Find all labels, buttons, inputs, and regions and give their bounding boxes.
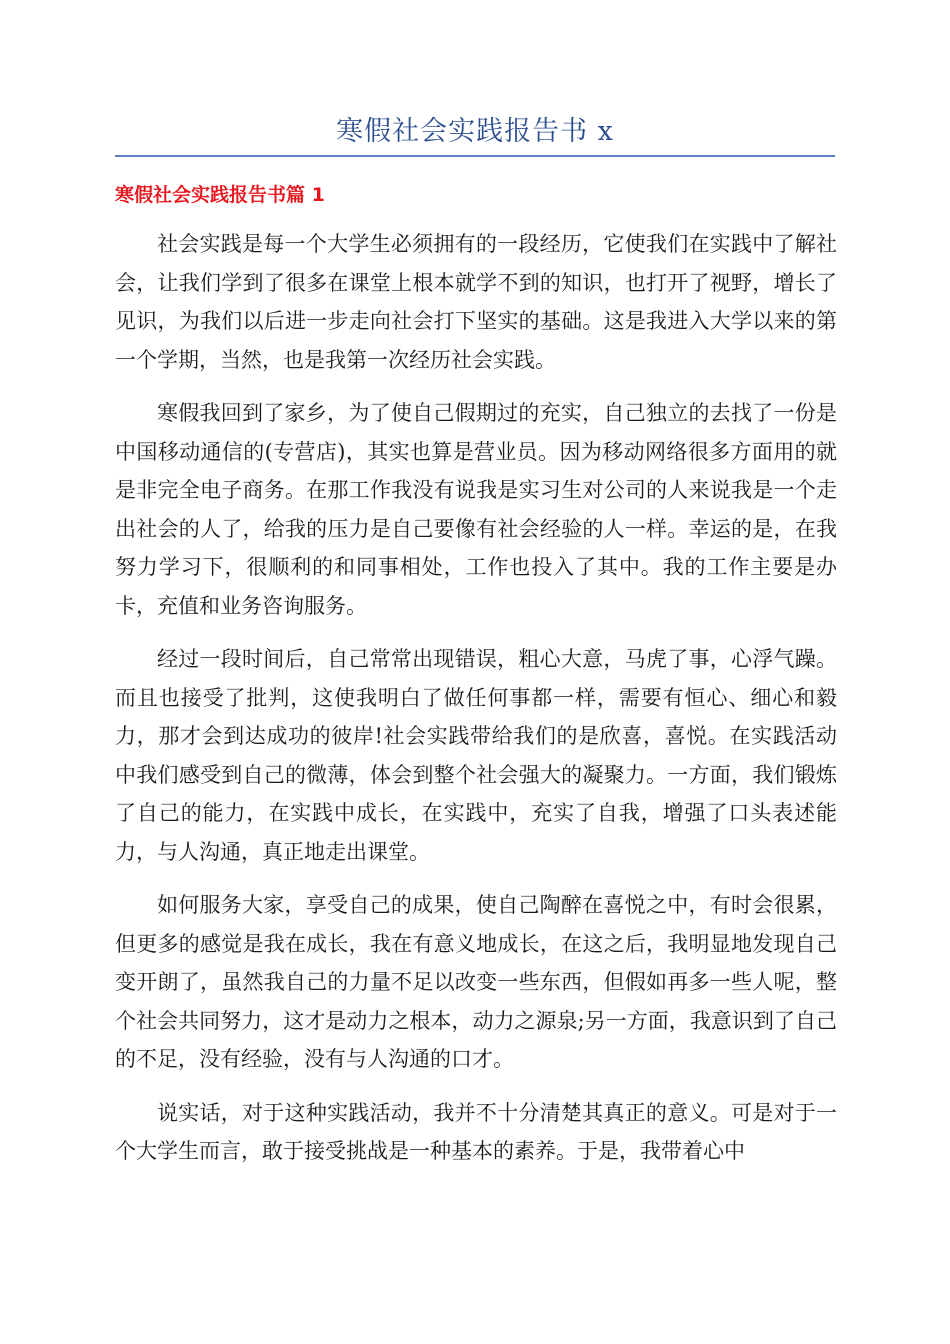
paragraph: 如何服务大家，享受自己的成果，使自己陶醉在喜悦之中，有时会很累，但更多的感觉是我在成长，我在有意义地成长，在这之后，我明显地发现自己变开朗了，虽然我自己的力量不足以改变一些东西，但假如再多一些人呢，整个社会共同努力，这才是动力之根本，动力之源泉;另一方面，我意识到了自己的不足，没有经验，没有与人沟通的口才。 (115, 893, 837, 1071)
document-title: 寒假社会实践报告书 x (336, 116, 614, 147)
paragraph: 经过一段时间后，自己常常出现错误，粗心大意，马虎了事，心浮气躁。而且也接受了批判，这使我明白了做任何事都一样，需要有恒心、细心和毅力，那才会到达成功的彼岸!社会实践带给我们的是欣喜，喜悦。在实践活动中我们感受到自己的微薄，体会到整个社会强大的凝聚力。一方面，我们锻炼了自己的能力，在实践中成长，在实践中，充实了自我，增强了口头表述能力，与人沟通，真正地走出课堂。 (115, 647, 837, 864)
document-body (115, 225, 837, 1186)
paragraph: 说实话，对于这种实践活动，我并不十分清楚其真正的意义。可是对于一个大学生而言，敢于接受挑战是一种基本的素养。于是，我带着心中 (115, 1100, 837, 1163)
paragraph: 寒假我回到了家乡，为了使自己假期过的充实，自己独立的去找了一份是中国移动通信的(专营店)，其实也算是营业员。因为移动网络很多方面用的就是非完全电子商务。在那工作我没有说我是实习生对公司的人来说我是一个走出社会的人了，给我的压力是自己要像有社会经验的人一样。幸运的是，在我努力学习下，很顺利的和同事相处，工作也投入了其中。我的工作主要是办卡，充值和业务咨询服务。 (115, 401, 837, 618)
section-heading: 寒假社会实践报告书篇 1 (115, 184, 325, 206)
title-underline (115, 155, 835, 157)
paragraph: 社会实践是每一个大学生必须拥有的一段经历，它使我们在实践中了解社会，让我们学到了很多在课堂上根本就学不到的知识，也打开了视野，增长了见识，为我们以后进一步走向社会打下坚实的基础。这是我进入大学以来的第一个学期，当然，也是我第一次经历社会实践。 (115, 232, 837, 372)
